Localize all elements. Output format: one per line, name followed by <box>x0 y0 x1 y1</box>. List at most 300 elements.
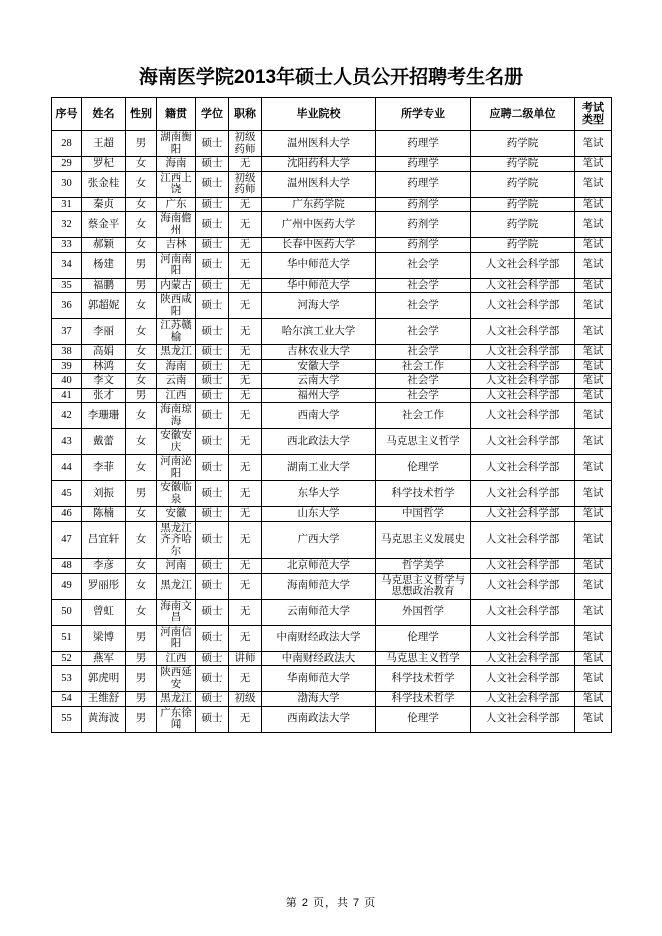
cell-name: 福鹏 <box>82 278 126 293</box>
cell-degree: 硕士 <box>196 625 229 651</box>
cell-degree: 硕士 <box>196 359 229 374</box>
cell-exam: 笔试 <box>575 345 612 360</box>
cell-exam: 笔试 <box>575 212 612 238</box>
cell-seq: 32 <box>52 212 82 238</box>
cell-name: 吕宜轩 <box>82 521 126 559</box>
cell-exam: 笔试 <box>575 278 612 293</box>
column-header-title: 职称 <box>229 98 262 131</box>
cell-seq: 36 <box>52 293 82 319</box>
cell-exam: 笔试 <box>575 666 612 692</box>
table-body <box>52 131 612 733</box>
cell-exam: 笔试 <box>575 429 612 455</box>
cell-exam: 笔试 <box>575 625 612 651</box>
table-row <box>52 625 612 651</box>
cell-exam: 笔试 <box>575 359 612 374</box>
cell-unit: 人文社会科学部 <box>471 403 575 429</box>
cell-origin: 陕西咸阳 <box>157 293 196 319</box>
cell-unit: 人文社会科学部 <box>471 388 575 403</box>
cell-school: 福州大学 <box>262 388 376 403</box>
cell-title: 无 <box>229 319 262 345</box>
cell-title: 无 <box>229 666 262 692</box>
cell-title: 无 <box>229 706 262 732</box>
cell-origin: 广东 <box>157 197 196 212</box>
cell-school: 西南政法大学 <box>262 706 376 732</box>
table-row <box>52 157 612 172</box>
cell-name: 郭超妮 <box>82 293 126 319</box>
cell-origin: 云南 <box>157 374 196 389</box>
cell-unit: 药学院 <box>471 212 575 238</box>
cell-gender: 男 <box>126 388 157 403</box>
cell-degree: 硕士 <box>196 692 229 707</box>
table-row <box>52 403 612 429</box>
cell-exam: 笔试 <box>575 293 612 319</box>
cell-degree: 硕士 <box>196 197 229 212</box>
cell-exam: 笔试 <box>575 252 612 278</box>
cell-school: 华中师范大学 <box>262 252 376 278</box>
cell-exam: 笔试 <box>575 157 612 172</box>
cell-degree: 硕士 <box>196 521 229 559</box>
cell-exam: 笔试 <box>575 455 612 481</box>
cell-name: 梁博 <box>82 625 126 651</box>
roster-table <box>51 97 612 733</box>
cell-seq: 54 <box>52 692 82 707</box>
cell-school: 华南师范大学 <box>262 666 376 692</box>
cell-origin: 海南文昌 <box>157 599 196 625</box>
cell-gender: 男 <box>126 131 157 157</box>
cell-name: 郭虎明 <box>82 666 126 692</box>
cell-exam: 笔试 <box>575 692 612 707</box>
cell-gender: 男 <box>126 481 157 507</box>
cell-exam: 笔试 <box>575 559 612 574</box>
cell-seq: 29 <box>52 157 82 172</box>
cell-seq: 34 <box>52 252 82 278</box>
cell-origin: 江西上饶 <box>157 171 196 197</box>
cell-degree: 硕士 <box>196 599 229 625</box>
cell-title: 无 <box>229 481 262 507</box>
cell-unit: 人文社会科学部 <box>471 599 575 625</box>
cell-major: 伦理学 <box>376 625 471 651</box>
table-row <box>52 293 612 319</box>
cell-degree: 硕士 <box>196 157 229 172</box>
cell-exam: 笔试 <box>575 388 612 403</box>
cell-degree: 硕士 <box>196 319 229 345</box>
cell-seq: 39 <box>52 359 82 374</box>
cell-origin: 吉林 <box>157 238 196 253</box>
cell-seq: 44 <box>52 455 82 481</box>
cell-gender: 女 <box>126 345 157 360</box>
cell-gender: 女 <box>126 212 157 238</box>
cell-exam: 笔试 <box>575 403 612 429</box>
cell-origin: 湖南衡阳 <box>157 131 196 157</box>
table-row <box>52 238 612 253</box>
cell-major: 社会学 <box>376 374 471 389</box>
cell-unit: 药学院 <box>471 238 575 253</box>
cell-school: 东华大学 <box>262 481 376 507</box>
cell-name: 李珊珊 <box>82 403 126 429</box>
cell-title: 无 <box>229 278 262 293</box>
cell-major: 社会学 <box>376 319 471 345</box>
cell-origin: 安徽临泉 <box>157 481 196 507</box>
cell-seq: 33 <box>52 238 82 253</box>
cell-gender: 男 <box>126 651 157 666</box>
cell-gender: 女 <box>126 157 157 172</box>
cell-gender: 女 <box>126 573 157 599</box>
table-row <box>52 507 612 522</box>
table-header-row <box>52 98 612 131</box>
cell-school: 长春中医药大学 <box>262 238 376 253</box>
column-header-school: 毕业院校 <box>262 98 376 131</box>
cell-school: 河海大学 <box>262 293 376 319</box>
page-footer: 第 2 页，共 7 页 <box>285 897 377 909</box>
cell-origin: 陕西延安 <box>157 666 196 692</box>
cell-name: 罗丽彤 <box>82 573 126 599</box>
cell-school: 温州医科大学 <box>262 171 376 197</box>
cell-gender: 女 <box>126 429 157 455</box>
cell-seq: 42 <box>52 403 82 429</box>
cell-major: 社会工作 <box>376 359 471 374</box>
cell-unit: 人文社会科学部 <box>471 319 575 345</box>
cell-gender: 女 <box>126 374 157 389</box>
cell-name: 戴蕾 <box>82 429 126 455</box>
cell-degree: 硕士 <box>196 278 229 293</box>
cell-name: 蔡金平 <box>82 212 126 238</box>
cell-name: 刘振 <box>82 481 126 507</box>
cell-seq: 55 <box>52 706 82 732</box>
cell-unit: 人文社会科学部 <box>471 706 575 732</box>
cell-exam: 笔试 <box>575 651 612 666</box>
cell-seq: 51 <box>52 625 82 651</box>
cell-unit: 人文社会科学部 <box>471 521 575 559</box>
cell-gender: 女 <box>126 507 157 522</box>
cell-unit: 人文社会科学部 <box>471 429 575 455</box>
cell-origin: 河南 <box>157 559 196 574</box>
cell-name: 李丽 <box>82 319 126 345</box>
cell-seq: 45 <box>52 481 82 507</box>
cell-title: 无 <box>229 573 262 599</box>
cell-degree: 硕士 <box>196 651 229 666</box>
cell-name: 张金桂 <box>82 171 126 197</box>
cell-major: 社会学 <box>376 388 471 403</box>
cell-seq: 46 <box>52 507 82 522</box>
cell-major: 伦理学 <box>376 455 471 481</box>
cell-origin: 黑龙江 <box>157 573 196 599</box>
cell-origin: 江西 <box>157 651 196 666</box>
cell-degree: 硕士 <box>196 131 229 157</box>
cell-school: 中南财经政法大 <box>262 651 376 666</box>
cell-unit: 人文社会科学部 <box>471 374 575 389</box>
table-row <box>52 171 612 197</box>
cell-name: 黄海波 <box>82 706 126 732</box>
cell-origin: 安徽安庆 <box>157 429 196 455</box>
cell-major: 马克思主义哲学与思想政治教育 <box>376 573 471 599</box>
cell-exam: 笔试 <box>575 374 612 389</box>
table-row <box>52 197 612 212</box>
cell-unit: 人文社会科学部 <box>471 573 575 599</box>
cell-unit: 人文社会科学部 <box>471 252 575 278</box>
table-header <box>52 98 612 131</box>
cell-seq: 48 <box>52 559 82 574</box>
cell-major: 中国哲学 <box>376 507 471 522</box>
cell-degree: 硕士 <box>196 559 229 574</box>
cell-degree: 硕士 <box>196 481 229 507</box>
cell-major: 药理学 <box>376 131 471 157</box>
cell-title: 无 <box>229 238 262 253</box>
cell-gender: 女 <box>126 293 157 319</box>
cell-school: 华中师范大学 <box>262 278 376 293</box>
cell-major: 药理学 <box>376 171 471 197</box>
cell-unit: 人文社会科学部 <box>471 692 575 707</box>
table-row <box>52 559 612 574</box>
table-row <box>52 599 612 625</box>
cell-unit: 人文社会科学部 <box>471 278 575 293</box>
cell-gender: 女 <box>126 559 157 574</box>
cell-unit: 人文社会科学部 <box>471 481 575 507</box>
cell-title: 无 <box>229 455 262 481</box>
cell-seq: 43 <box>52 429 82 455</box>
cell-unit: 人文社会科学部 <box>471 559 575 574</box>
cell-title: 无 <box>229 521 262 559</box>
cell-name: 杨建 <box>82 252 126 278</box>
cell-seq: 37 <box>52 319 82 345</box>
cell-major: 马克思主义哲学 <box>376 651 471 666</box>
cell-title: 初级 <box>229 692 262 707</box>
cell-school: 吉林农业大学 <box>262 345 376 360</box>
cell-degree: 硕士 <box>196 252 229 278</box>
cell-degree: 硕士 <box>196 706 229 732</box>
cell-major: 马克思主义哲学 <box>376 429 471 455</box>
cell-unit: 人文社会科学部 <box>471 359 575 374</box>
cell-gender: 女 <box>126 359 157 374</box>
cell-exam: 笔试 <box>575 599 612 625</box>
cell-major: 外国哲学 <box>376 599 471 625</box>
cell-title: 无 <box>229 359 262 374</box>
cell-exam: 笔试 <box>575 197 612 212</box>
cell-title: 无 <box>229 559 262 574</box>
cell-title: 初级药师 <box>229 171 262 197</box>
cell-origin: 广东徐闻 <box>157 706 196 732</box>
cell-major: 马克思主义发展史 <box>376 521 471 559</box>
table-row <box>52 374 612 389</box>
cell-school: 西北政法大学 <box>262 429 376 455</box>
cell-major: 科学技术哲学 <box>376 481 471 507</box>
cell-seq: 35 <box>52 278 82 293</box>
table-row <box>52 359 612 374</box>
cell-degree: 硕士 <box>196 455 229 481</box>
cell-school: 广西大学 <box>262 521 376 559</box>
cell-origin: 江西 <box>157 388 196 403</box>
cell-unit: 药学院 <box>471 171 575 197</box>
cell-name: 燕军 <box>82 651 126 666</box>
cell-school: 广州中医药大学 <box>262 212 376 238</box>
table-row <box>52 388 612 403</box>
cell-gender: 女 <box>126 197 157 212</box>
cell-title: 无 <box>229 625 262 651</box>
cell-origin: 河南泌阳 <box>157 455 196 481</box>
cell-unit: 药学院 <box>471 157 575 172</box>
cell-major: 社会工作 <box>376 403 471 429</box>
cell-gender: 男 <box>126 625 157 651</box>
table-row <box>52 706 612 732</box>
cell-seq: 31 <box>52 197 82 212</box>
cell-unit: 人文社会科学部 <box>471 666 575 692</box>
cell-unit: 人文社会科学部 <box>471 625 575 651</box>
cell-school: 西南大学 <box>262 403 376 429</box>
cell-major: 科学技术哲学 <box>376 692 471 707</box>
cell-origin: 黑龙江 <box>157 345 196 360</box>
table-row <box>52 521 612 559</box>
cell-gender: 女 <box>126 455 157 481</box>
cell-degree: 硕士 <box>196 293 229 319</box>
cell-origin: 黑龙江 <box>157 692 196 707</box>
cell-school: 湖南工业大学 <box>262 455 376 481</box>
cell-origin: 黑龙江齐齐哈尔 <box>157 521 196 559</box>
cell-degree: 硕士 <box>196 507 229 522</box>
cell-degree: 硕士 <box>196 388 229 403</box>
cell-seq: 50 <box>52 599 82 625</box>
cell-gender: 女 <box>126 171 157 197</box>
cell-degree: 硕士 <box>196 171 229 197</box>
table-row <box>52 212 612 238</box>
page-title: 海南医学院2013年硕士人员公开招聘考生名册 <box>138 67 524 88</box>
cell-unit: 人文社会科学部 <box>471 345 575 360</box>
cell-unit: 人文社会科学部 <box>471 455 575 481</box>
column-header-name: 姓名 <box>82 98 126 131</box>
cell-exam: 笔试 <box>575 706 612 732</box>
cell-gender: 女 <box>126 319 157 345</box>
cell-school: 沈阳药科大学 <box>262 157 376 172</box>
cell-title: 无 <box>229 157 262 172</box>
cell-seq: 28 <box>52 131 82 157</box>
cell-school: 安徽大学 <box>262 359 376 374</box>
cell-title: 讲师 <box>229 651 262 666</box>
cell-origin: 海南 <box>157 157 196 172</box>
cell-unit: 人文社会科学部 <box>471 507 575 522</box>
column-header-major: 所学专业 <box>376 98 471 131</box>
column-header-gender: 性别 <box>126 98 157 131</box>
cell-origin: 海南儋州 <box>157 212 196 238</box>
cell-school: 山东大学 <box>262 507 376 522</box>
cell-school: 云南大学 <box>262 374 376 389</box>
cell-name: 李文 <box>82 374 126 389</box>
table-row <box>52 319 612 345</box>
cell-major: 伦理学 <box>376 706 471 732</box>
column-header-seq: 序号 <box>52 98 82 131</box>
cell-title: 无 <box>229 403 262 429</box>
cell-title: 无 <box>229 252 262 278</box>
cell-origin: 安徽 <box>157 507 196 522</box>
cell-exam: 笔试 <box>575 171 612 197</box>
cell-gender: 男 <box>126 278 157 293</box>
table-row <box>52 131 612 157</box>
cell-origin: 河南信阳 <box>157 625 196 651</box>
cell-name: 张才 <box>82 388 126 403</box>
cell-school: 海南师范大学 <box>262 573 376 599</box>
cell-degree: 硕士 <box>196 429 229 455</box>
table-row <box>52 345 612 360</box>
column-header-exam: 考试 类型 <box>575 98 612 131</box>
cell-exam: 笔试 <box>575 319 612 345</box>
table-row <box>52 666 612 692</box>
cell-degree: 硕士 <box>196 374 229 389</box>
cell-gender: 男 <box>126 666 157 692</box>
cell-origin: 河南南阳 <box>157 252 196 278</box>
cell-degree: 硕士 <box>196 403 229 429</box>
cell-seq: 52 <box>52 651 82 666</box>
cell-gender: 男 <box>126 706 157 732</box>
cell-degree: 硕士 <box>196 573 229 599</box>
cell-exam: 笔试 <box>575 131 612 157</box>
cell-title: 无 <box>229 429 262 455</box>
cell-seq: 41 <box>52 388 82 403</box>
cell-name: 李菲 <box>82 455 126 481</box>
cell-name: 曾虹 <box>82 599 126 625</box>
cell-title: 初级药师 <box>229 131 262 157</box>
table-row <box>52 651 612 666</box>
cell-school: 温州医科大学 <box>262 131 376 157</box>
cell-exam: 笔试 <box>575 238 612 253</box>
cell-seq: 38 <box>52 345 82 360</box>
table-row <box>52 252 612 278</box>
cell-title: 无 <box>229 388 262 403</box>
table-row <box>52 429 612 455</box>
table-row <box>52 481 612 507</box>
cell-gender: 女 <box>126 238 157 253</box>
cell-school: 广东药学院 <box>262 197 376 212</box>
cell-gender: 女 <box>126 403 157 429</box>
cell-major: 药剂学 <box>376 197 471 212</box>
cell-gender: 男 <box>126 692 157 707</box>
cell-exam: 笔试 <box>575 507 612 522</box>
cell-major: 哲学美学 <box>376 559 471 574</box>
column-header-degree: 学位 <box>196 98 229 131</box>
cell-name: 秦贞 <box>82 197 126 212</box>
cell-seq: 30 <box>52 171 82 197</box>
cell-gender: 男 <box>126 252 157 278</box>
cell-origin: 内蒙古 <box>157 278 196 293</box>
cell-unit: 药学院 <box>471 131 575 157</box>
cell-unit: 人文社会科学部 <box>471 293 575 319</box>
cell-name: 林鸿 <box>82 359 126 374</box>
cell-origin: 海南琼海 <box>157 403 196 429</box>
cell-title: 无 <box>229 374 262 389</box>
cell-exam: 笔试 <box>575 573 612 599</box>
cell-degree: 硕士 <box>196 238 229 253</box>
cell-name: 陈楠 <box>82 507 126 522</box>
cell-school: 云南师范大学 <box>262 599 376 625</box>
cell-unit: 人文社会科学部 <box>471 651 575 666</box>
cell-major: 药理学 <box>376 157 471 172</box>
cell-major: 社会学 <box>376 278 471 293</box>
cell-degree: 硕士 <box>196 212 229 238</box>
cell-name: 李彦 <box>82 559 126 574</box>
cell-major: 科学技术哲学 <box>376 666 471 692</box>
table-row <box>52 573 612 599</box>
cell-seq: 53 <box>52 666 82 692</box>
cell-major: 社会学 <box>376 252 471 278</box>
cell-name: 高娟 <box>82 345 126 360</box>
cell-seq: 47 <box>52 521 82 559</box>
cell-school: 哈尔滨工业大学 <box>262 319 376 345</box>
column-header-origin: 籍贯 <box>157 98 196 131</box>
table-row <box>52 278 612 293</box>
cell-title: 无 <box>229 345 262 360</box>
table-row <box>52 692 612 707</box>
cell-gender: 女 <box>126 599 157 625</box>
cell-exam: 笔试 <box>575 481 612 507</box>
roster-table-container <box>51 97 611 733</box>
cell-major: 社会学 <box>376 345 471 360</box>
cell-degree: 硕士 <box>196 666 229 692</box>
